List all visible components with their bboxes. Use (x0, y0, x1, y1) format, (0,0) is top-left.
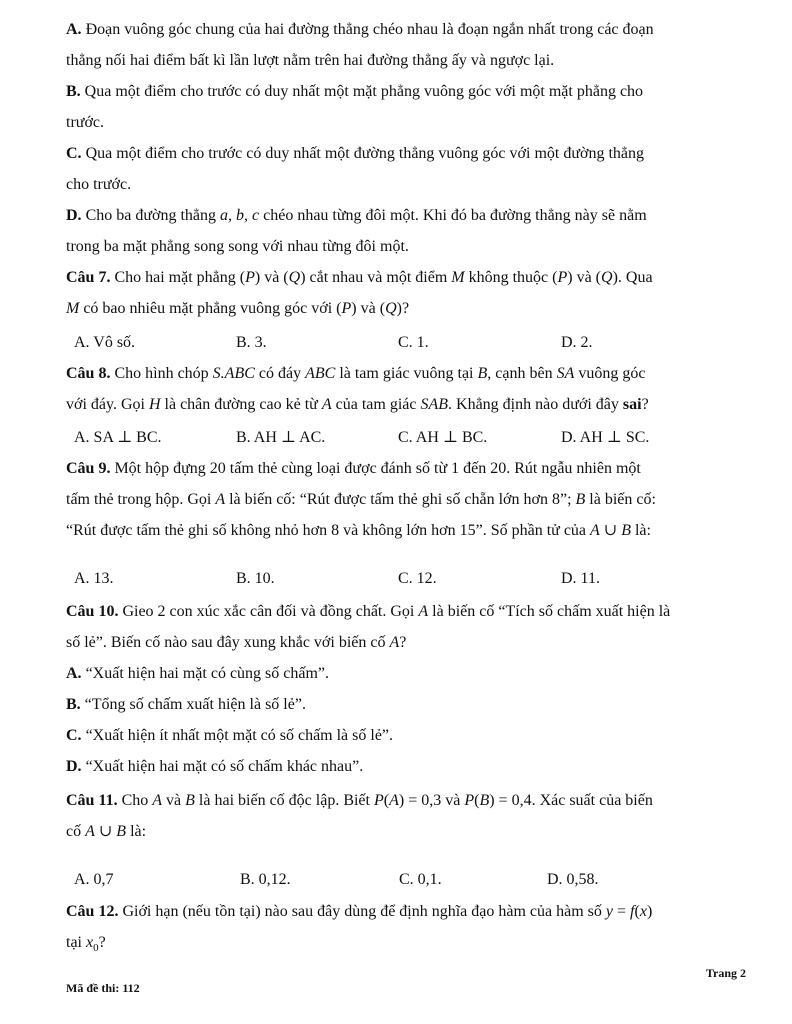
q7-option-b: B. 3. (236, 334, 267, 351)
question-10-line2: số lẻ”. Biến cố nào sau đây xung khắc với biến cố A? (66, 634, 407, 651)
label: Câu 8. (66, 365, 111, 382)
question-9-line2: tấm thẻ trong hộp. Gọi A là biến cố: “Rút được tấm thẻ ghi số chẵn lớn hơn 8”; B là biến cố: (66, 491, 656, 508)
q8-option-b: B. AH ⊥ AC. (236, 429, 326, 446)
label: A. (66, 665, 82, 682)
label: Câu 10. (66, 603, 119, 620)
label: B. (66, 83, 81, 100)
statement-a-line1 (66, 20, 746, 40)
q11-option-d: D. 0,58. (547, 871, 599, 888)
label: Câu 9. (66, 460, 111, 477)
question-11-line2: cố A ∪ B là: (66, 823, 147, 840)
statement-b-line2: trước. (66, 114, 105, 131)
q7-option-d: D. 2. (561, 334, 593, 351)
q9-option-b: B. 10. (236, 570, 275, 587)
question-8-line1: Câu 8. Cho hình chóp S.ABC có đáy ABC là tam giác vuông tại B, cạnh bên SA vuông góc (66, 365, 646, 382)
q8-option-c: C. AH ⊥ BC. (398, 429, 488, 446)
question-12-line1: Câu 12. Giới hạn (nếu tồn tại) nào sau đây dùng để định nghĩa đạo hàm của hàm số y = f(x) (66, 903, 653, 920)
q7-option-a: A. Vô số. (74, 334, 136, 351)
q7-option-c: C. 1. (398, 334, 429, 351)
question-8-line2: với đáy. Gọi H là chân đường cao kẻ từ A của tam giác SAB. Khẳng định nào dưới đây sai? (66, 396, 649, 413)
q11-option-a: A. 0,7 (74, 871, 114, 888)
question-10-line1: Câu 10. Gieo 2 con xúc xắc cân đối và đồng chất. Gọi A là biến cố “Tích số chấm xuất hiện là (66, 603, 671, 620)
q8-option-a: A. SA ⊥ BC. (74, 429, 162, 446)
q10-option-d: D. “Xuất hiện hai mặt có số chấm khác nhau”. (66, 758, 364, 775)
label: B. (66, 696, 81, 713)
q11-option-c: C. 0,1. (399, 871, 442, 888)
q9-option-c: C. 12. (398, 570, 437, 587)
label: D. (66, 207, 82, 224)
statement-b-line1 (66, 82, 746, 102)
exam-code: Mã đề thi: 112 (66, 981, 140, 995)
question-7-line1: Câu 7. Cho hai mặt phẳng (P) và (Q) cắt nhau và một điểm M không thuộc (P) và (Q). Qua (66, 269, 653, 286)
statement-a-line2: thẳng nối hai điểm bất kì lần lượt nằm trên hai đường thẳng ấy và ngược lại. (66, 52, 555, 69)
label: A. (66, 21, 82, 38)
question-11-line1: Câu 11. Cho A và B là hai biến cố độc lập. Biết P(A) = 0,3 và P(B) = 0,4. Xác suất của biến (66, 792, 653, 809)
text: Đoạn vuông góc chung của hai đường thẳng chéo nhau là đoạn ngắn nhất trong các đoạn (85, 21, 654, 38)
question-12-line2: tại $x_0$? (66, 934, 106, 955)
label: Câu 11. (66, 792, 118, 809)
q10-option-c: C. “Xuất hiện ít nhất một mặt có số chấm là số lẻ”. (66, 727, 394, 744)
question-9-line1: Câu 9. Một hộp đựng 20 tấm thẻ cùng loại được đánh số từ 1 đến 20. Rút ngẫu nhiên một (66, 460, 641, 477)
question-7-line2: M có bao nhiêu mặt phẳng vuông góc với (P) và (Q)? (66, 300, 410, 317)
page-number: Trang 2 (705, 966, 746, 980)
q11-option-b: B. 0,12. (240, 871, 291, 888)
q8-option-d: D. AH ⊥ SC. (561, 429, 650, 446)
label: D. (66, 758, 82, 775)
statement-d-line1 (66, 206, 746, 226)
label: Câu 7. (66, 269, 111, 286)
statement-c-line1 (66, 144, 746, 164)
text: Cho ba đường thẳng a, b, c chéo nhau từng đôi một. Khi đó ba đường thẳng này sẽ nằm (85, 207, 647, 224)
q9-option-d: D. 11. (561, 570, 600, 587)
statement-d-line2: trong ba mặt phẳng song song với nhau từng đôi một. (66, 238, 409, 255)
statement-c-line2: cho trước. (66, 176, 132, 193)
q9-option-a: A. 13. (74, 570, 114, 587)
q10-option-a: A. “Xuất hiện hai mặt có cùng số chấm”. (66, 665, 330, 682)
text: Qua một điểm cho trước có duy nhất một mặt phẳng vuông góc với một mặt phẳng cho (84, 83, 644, 100)
q10-option-b: B. “Tổng số chấm xuất hiện là số lẻ”. (66, 696, 306, 713)
label: Câu 12. (66, 903, 119, 920)
question-9-line3: “Rút được tấm thẻ ghi số không nhỏ hơn 8 và không lớn hơn 15”. Số phần tử của A ∪ B là: (66, 522, 651, 539)
text: Qua một điểm cho trước có duy nhất một đường thẳng vuông góc với một đường thẳng (85, 145, 645, 162)
label: C. (66, 145, 82, 162)
label: C. (66, 727, 82, 744)
